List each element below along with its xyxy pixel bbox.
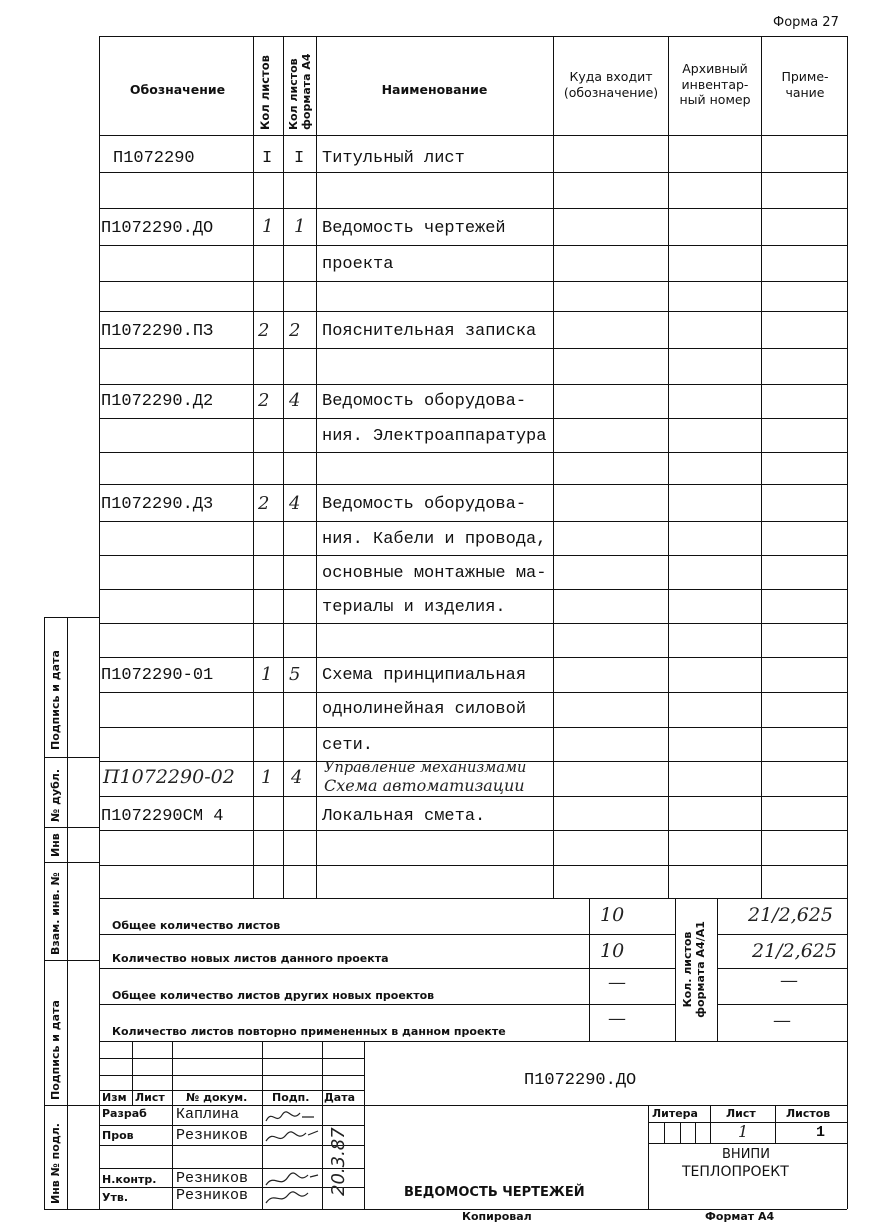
row3-designation: П1072290.ПЗ bbox=[101, 322, 214, 341]
stamp-role-dev: Разраб bbox=[102, 1107, 147, 1120]
stamp-name-norm: Резников bbox=[176, 1170, 249, 1187]
stamp-name-check: Резников bbox=[176, 1127, 249, 1144]
side-sign-date-2: Подпись и дата bbox=[49, 1000, 62, 1100]
row6-name-cont: однолинейная силовой bbox=[322, 700, 527, 719]
row1-sheets-a4: I bbox=[294, 149, 305, 168]
stamp-col-doc: № докум. bbox=[186, 1091, 248, 1104]
row7-designation: П1072290-02 bbox=[103, 766, 235, 788]
row1-name: Титульный лист bbox=[322, 149, 465, 168]
row5-name-cont: ния. Кабели и провода, bbox=[322, 530, 547, 549]
row5-sheets-a4: 4 bbox=[289, 493, 301, 514]
stamp-name-dev: Каплина bbox=[176, 1106, 240, 1123]
stamp-org-line2: ТЕПЛОПРОЕКТ bbox=[682, 1164, 789, 1180]
row7-sheets-a4: 4 bbox=[291, 767, 303, 788]
row6-designation: П1072290-01 bbox=[101, 666, 214, 685]
side-sign-date-1: Подпись и дата bbox=[49, 650, 62, 750]
stamp-org-line1: ВНИПИ bbox=[722, 1147, 770, 1162]
side-instead-inv: Взам. инв. № bbox=[49, 872, 62, 955]
reused-value: — bbox=[608, 1008, 626, 1029]
stamp-document-code: П1072290.ДО bbox=[524, 1071, 637, 1090]
side-dup-inv: № дубл. bbox=[49, 768, 62, 822]
stamp-role-norm: Н.контр. bbox=[102, 1173, 157, 1186]
row5-name-cont3: териалы и изделия. bbox=[322, 598, 506, 617]
row5-sheets: 2 bbox=[258, 493, 270, 514]
row5-name-cont2: основные монтажные ма- bbox=[322, 564, 547, 583]
row4-name-cont: ния. Электроаппаратура bbox=[322, 427, 547, 446]
row3-sheets: 2 bbox=[258, 320, 270, 341]
row1-sheets: I bbox=[262, 149, 273, 168]
row6-sheets: 1 bbox=[261, 664, 273, 685]
side-orig-inv: Инв № подл. bbox=[49, 1123, 62, 1204]
row2-sheets-a4: 1 bbox=[294, 216, 306, 237]
row7-name-cont: Схема автоматизации bbox=[324, 776, 525, 795]
row2-designation: П1072290.ДО bbox=[101, 219, 214, 238]
row6-name: Схема принципиальная bbox=[322, 666, 527, 685]
row5-name: Ведомость оборудова- bbox=[322, 495, 527, 514]
total-sheets-a4: 21/2,625 bbox=[748, 904, 833, 926]
signature-marks bbox=[262, 1105, 322, 1209]
row2-sheets: 1 bbox=[262, 216, 274, 237]
row3-sheets-a4: 2 bbox=[289, 320, 301, 341]
row4-sheets-a4: 4 bbox=[289, 390, 301, 411]
header-enters-into: Куда входит (обозначение) bbox=[563, 69, 659, 100]
row8-name: Локальная смета. bbox=[322, 807, 486, 826]
row4-designation: П1072290.Д2 bbox=[101, 392, 214, 411]
copied-label: Копировал bbox=[462, 1210, 532, 1223]
stamp-name-appr: Резников bbox=[176, 1187, 249, 1204]
other-sheets-value: — bbox=[608, 972, 626, 993]
stamp-date-hand: 20.3.87 bbox=[328, 1127, 349, 1196]
other-sheets-label: Общее количество листов других новых проектов bbox=[112, 989, 435, 1002]
total-sheets-value: 10 bbox=[600, 904, 625, 926]
row3-name: Пояснительная записка bbox=[322, 322, 537, 341]
row6-sheets-a4: 5 bbox=[289, 664, 301, 685]
stamp-col-sign: Подп. bbox=[272, 1091, 310, 1104]
header-designation: Обозначение bbox=[129, 82, 226, 97]
stamp-col-sheet: Лист bbox=[135, 1091, 165, 1104]
new-sheets-label: Количество новых листов данного проекта bbox=[112, 952, 389, 965]
side-inv-no: Инв bbox=[49, 833, 62, 857]
format-label: Формат А4 bbox=[705, 1210, 775, 1223]
other-sheets-a4: — bbox=[780, 970, 798, 991]
row8-designation: П1072290СМ 4 bbox=[101, 807, 224, 826]
row2-name-cont: проекта bbox=[322, 255, 394, 274]
stamp-role-check: Пров bbox=[102, 1129, 134, 1142]
form-label: Форма 27 bbox=[773, 15, 839, 30]
total-sheets-label: Общее количество листов bbox=[112, 919, 281, 932]
reused-label: Количество листов повторно примененных в данном проекте bbox=[112, 1025, 506, 1038]
new-sheets-a4: 21/2,625 bbox=[752, 940, 837, 962]
stamp-sheet-value: 1 bbox=[738, 1122, 749, 1141]
stamp-col-date: Дата bbox=[324, 1091, 356, 1104]
row7-name: Управление механизмами bbox=[324, 760, 527, 776]
header-sheet-count-a4: Кол листов формата А4 bbox=[287, 53, 313, 130]
reused-a4: — bbox=[773, 1010, 791, 1031]
header-note: Приме-чание bbox=[781, 69, 829, 100]
row1-designation: П1072290 bbox=[113, 149, 195, 168]
stamp-litera-label: Литера bbox=[652, 1107, 698, 1120]
stamp-doc-title: ВЕДОМОСТЬ ЧЕРТЕЖЕЙ bbox=[404, 1185, 585, 1200]
row4-sheets: 2 bbox=[258, 390, 270, 411]
header-archive-number: Архивный инвентар-ный номер bbox=[679, 61, 751, 108]
totals-side-label: Кол. листов формата А4/А1 bbox=[681, 921, 707, 1018]
row2-name: Ведомость чертежей bbox=[322, 219, 506, 238]
stamp-role-appr: Утв. bbox=[102, 1191, 128, 1204]
stamp-sheet-label: Лист bbox=[726, 1107, 756, 1120]
row7-sheets: 1 bbox=[261, 767, 273, 788]
stamp-col-change: Изм bbox=[102, 1091, 127, 1104]
stamp-sheets-label: Листов bbox=[786, 1107, 831, 1120]
row6-name-cont2: сети. bbox=[322, 736, 374, 755]
row5-designation: П1072290.Д3 bbox=[101, 495, 214, 514]
stamp-sheets-value: 1 bbox=[816, 1124, 826, 1141]
row4-name: Ведомость оборудова- bbox=[322, 392, 527, 411]
header-sheet-count: Кол листов bbox=[258, 55, 272, 130]
header-name: Наименование bbox=[381, 82, 488, 97]
new-sheets-value: 10 bbox=[600, 940, 625, 962]
